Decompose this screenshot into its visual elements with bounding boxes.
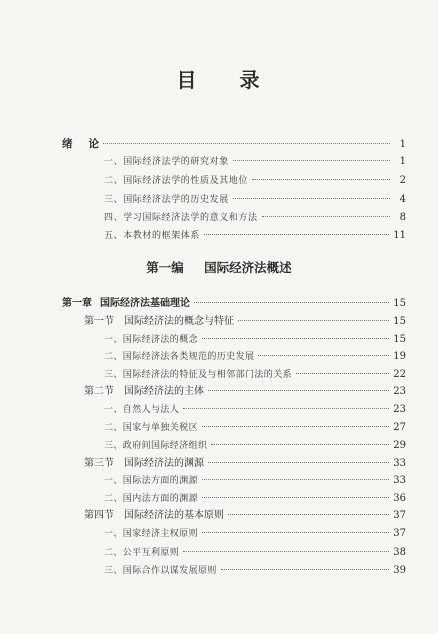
toc-entry-label: 四、学习国际经济法学的意义和方法 — [104, 213, 258, 223]
toc-entry-section[interactable] — [84, 456, 406, 471]
toc-entry-item[interactable] — [104, 563, 406, 578]
toc-entry-label: 二、国际经济法学的性质及其地位 — [104, 176, 249, 186]
toc-title-char-2: 录 — [239, 68, 262, 92]
toc-entry-item[interactable] — [104, 438, 406, 453]
toc-entry-item[interactable] — [104, 491, 406, 506]
toc-entry-intro[interactable] — [62, 137, 406, 152]
toc-entry-item[interactable] — [104, 420, 406, 435]
toc-entry-label: 三、国际合作以谋发展原则 — [104, 566, 217, 576]
toc-entry-label: 三、国际经济法学的历史发展 — [104, 195, 229, 205]
page-number: 37 — [393, 528, 406, 539]
toc-entry-label: 一、国际经济法学的研究对象 — [104, 157, 229, 167]
toc-entry-intro-item[interactable] — [104, 154, 406, 169]
dot-leader — [202, 338, 389, 339]
dot-leader — [208, 462, 389, 463]
toc-entry-intro-item[interactable] — [104, 210, 406, 225]
dot-leader — [202, 426, 389, 427]
toc-entry-label: 一、国际经济法的概念 — [104, 335, 199, 345]
page-number: 15 — [393, 298, 406, 309]
dot-leader — [258, 355, 389, 356]
toc-title — [0, 64, 438, 93]
dot-leader — [228, 514, 389, 515]
toc-entry-section[interactable] — [84, 314, 406, 329]
toc-entry-label: 第四节 国际经济法的基本原则 — [84, 510, 224, 521]
toc-entry-label: 一、国家经济主权原则 — [104, 529, 199, 539]
page-number: 23 — [393, 404, 406, 415]
page-number: 39 — [393, 565, 406, 576]
toc-entry-item[interactable] — [104, 545, 406, 560]
dot-leader — [183, 551, 389, 552]
page-number: 27 — [393, 422, 406, 433]
page-number: 2 — [399, 175, 406, 186]
page-number: 29 — [393, 440, 406, 451]
toc-entry-label: 五、本教材的框架体系 — [104, 231, 201, 241]
dot-leader — [194, 302, 389, 303]
dot-leader — [238, 320, 389, 321]
toc-entry-label: 三、政府间国际经济组织 — [104, 441, 208, 451]
toc-entry-item[interactable] — [104, 367, 406, 382]
toc-entry-label: 二、公平互利原则 — [104, 548, 180, 558]
dot-leader — [202, 479, 389, 480]
toc-entry-label: 一、自然人与法人 — [104, 405, 180, 415]
toc-entry-label: 一、国际法方面的渊源 — [104, 476, 199, 486]
dot-leader — [211, 444, 389, 445]
toc-entry-intro-item[interactable] — [104, 173, 406, 188]
page-number: 15 — [393, 316, 406, 327]
dot-leader — [233, 160, 390, 161]
page-number: 33 — [393, 458, 406, 469]
toc-entry-label: 二、国家与单独关税区 — [104, 423, 199, 433]
toc-title-char-1: 目 — [176, 68, 199, 92]
page-number: 1 — [399, 156, 406, 167]
page-number: 4 — [399, 194, 406, 205]
toc-entry-label: 二、国际经济法各类规范的历史发展 — [104, 352, 255, 362]
page-number: 33 — [393, 475, 406, 486]
dot-leader — [221, 569, 389, 570]
dot-leader — [202, 497, 389, 498]
part-heading — [0, 258, 438, 276]
dot-leader — [202, 532, 389, 533]
dot-leader — [204, 234, 389, 235]
page-number: 37 — [393, 510, 406, 521]
toc-entry-intro-item[interactable] — [104, 228, 406, 243]
dot-leader — [296, 373, 389, 374]
toc-entry-item[interactable] — [104, 402, 406, 417]
page-number: 36 — [393, 493, 406, 504]
dot-leader — [103, 143, 390, 144]
toc-entry-chapter[interactable] — [62, 296, 406, 311]
toc-entry-label: 第三节 国际经济法的渊源 — [84, 458, 204, 469]
toc-entry-label: 第一章 国际经济法基础理论 — [62, 298, 190, 309]
toc-entry-label: 第一节 国际经济法的概念与特征 — [84, 316, 234, 327]
page-number: 15 — [393, 334, 406, 345]
toc-entry-label: 第二节 国际经济法的主体 — [84, 386, 204, 397]
toc-entry-section[interactable] — [84, 508, 406, 523]
page-number: 8 — [399, 212, 406, 223]
toc-entry-label: 绪 论 — [62, 138, 99, 150]
toc-entry-section[interactable] — [84, 384, 406, 399]
dot-leader — [252, 179, 390, 180]
page-number: 38 — [393, 547, 406, 558]
part-number: 第一编 — [146, 260, 184, 275]
toc-entry-item[interactable] — [104, 526, 406, 541]
dot-leader — [233, 198, 390, 199]
page-number: 19 — [393, 351, 406, 362]
dot-leader — [208, 390, 389, 391]
toc-entry-label: 三、国际经济法的特征及与相邻部门法的关系 — [104, 370, 293, 380]
toc-entry-item[interactable] — [104, 473, 406, 488]
dot-leader — [262, 216, 390, 217]
toc-entry-label: 二、国内法方面的渊源 — [104, 494, 199, 504]
page-number: 1 — [399, 139, 406, 150]
part-title: 国际经济法概述 — [204, 260, 292, 275]
toc-entry-item[interactable] — [104, 332, 406, 347]
dot-leader — [183, 408, 389, 409]
page-number: 23 — [393, 386, 406, 397]
toc-entry-intro-item[interactable] — [104, 192, 406, 207]
toc-entry-item[interactable] — [104, 349, 406, 364]
page-number: 11 — [393, 230, 406, 241]
page-number: 22 — [393, 369, 406, 380]
